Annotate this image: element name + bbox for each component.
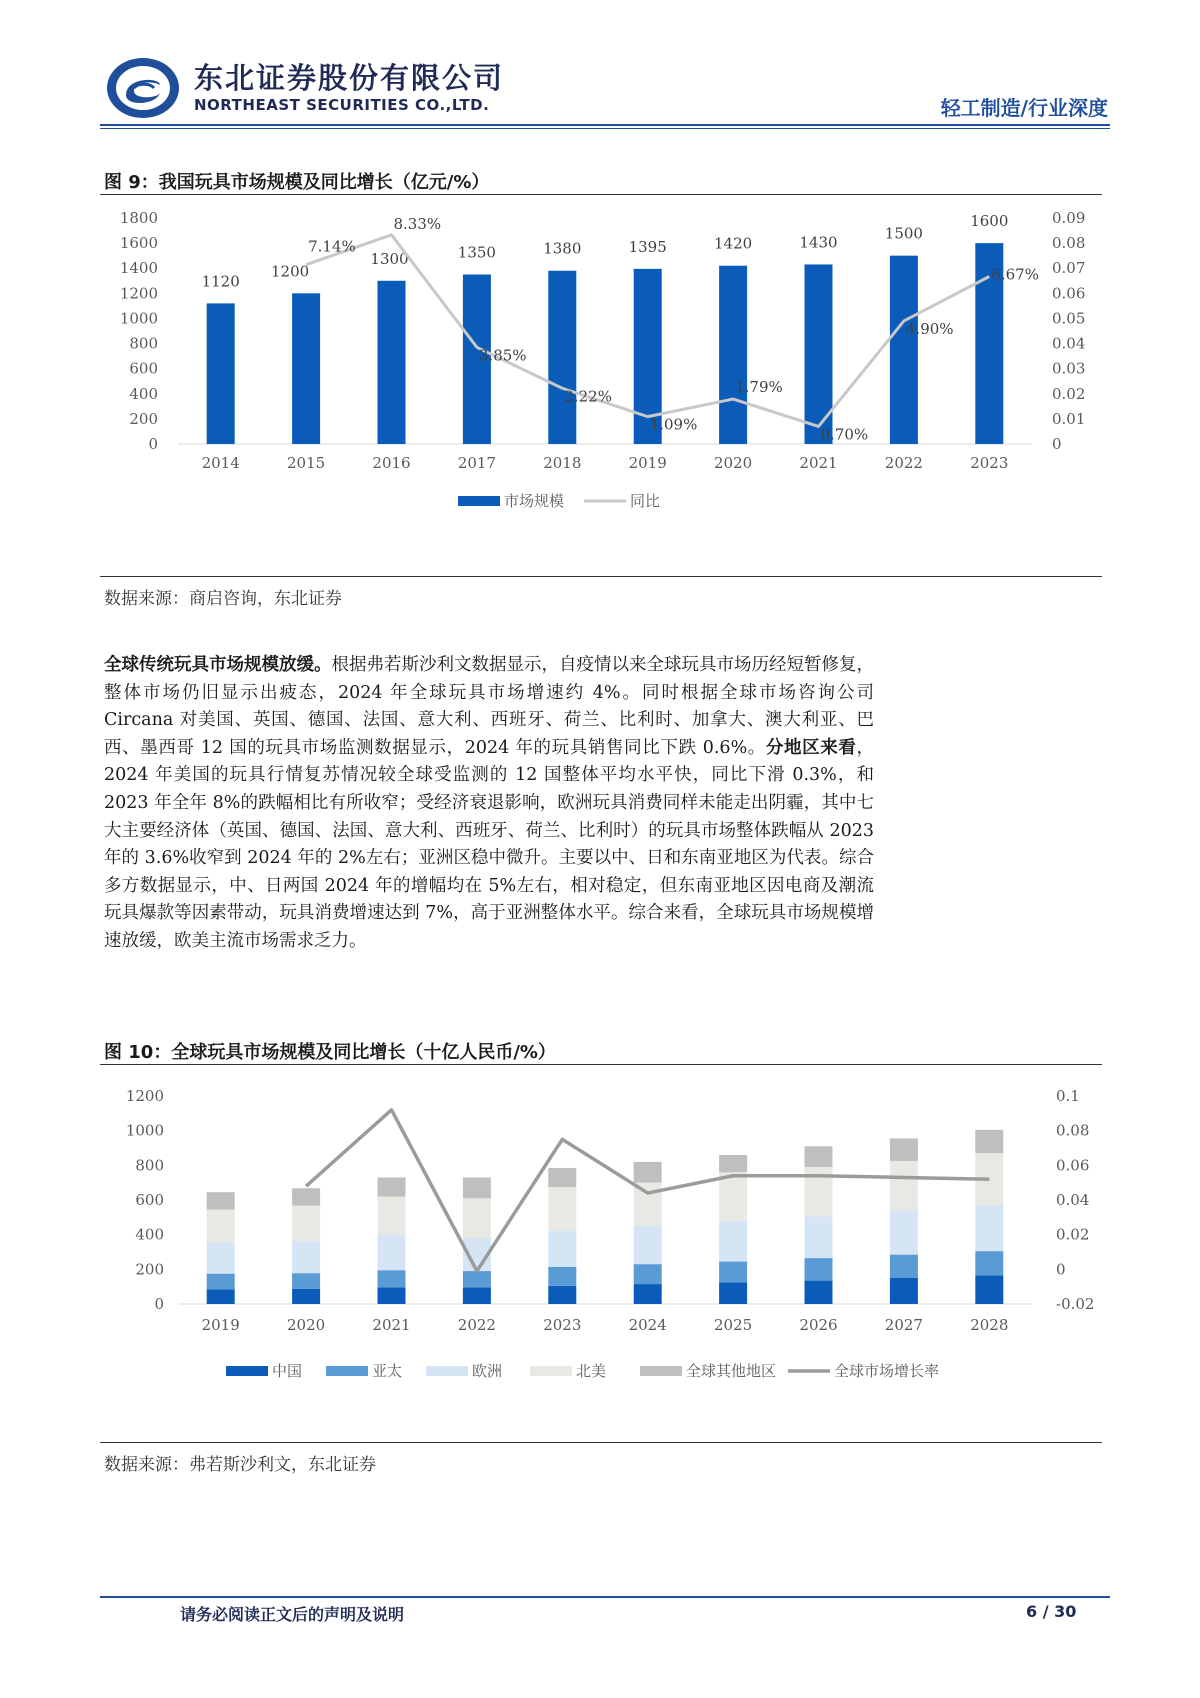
stacked-bar-segment — [378, 1270, 406, 1287]
legend-label-market-size: 市场规模 — [504, 492, 565, 510]
legend-swatch-market-size — [458, 496, 500, 506]
y-right-tick-label: -0.02 — [1056, 1295, 1095, 1313]
stacked-bar-segment — [890, 1210, 918, 1254]
figure9-chart — [100, 198, 1102, 570]
line-data-label: 1.09% — [649, 415, 698, 434]
bar-data-label: 1200 — [271, 262, 310, 281]
stacked-bar-segment — [207, 1289, 235, 1304]
x-tick-label: 2015 — [287, 454, 326, 472]
y-left-tick-label: 1000 — [119, 309, 158, 328]
y-right-tick-label: 0.02 — [1052, 384, 1086, 403]
y-right-tick-label: 0 — [1056, 1260, 1066, 1279]
figure10-top-rule — [100, 1064, 1102, 1065]
company-name-en: NORTHEAST SECURITIES CO.,LTD. — [194, 96, 490, 114]
y-right-tick-label: 0 — [1052, 435, 1062, 453]
stacked-bar-segment — [634, 1183, 662, 1226]
stacked-bar-segment — [890, 1255, 918, 1278]
y-right-tick-label: 0.06 — [1052, 284, 1086, 303]
stacked-bar-segment — [463, 1198, 491, 1238]
stacked-bar-segment — [975, 1251, 1003, 1275]
paragraph-part1: 根据弗若斯沙利文数据显示，自疫情以来全球玩具市场历经短暂修复，整体市场仍旧显示出疲态，2024 年全球玩具市场增速约 4%。同时根据全球市场咨询公司 Circana 对美国、英国、德国、法国、意大利、西班牙、荷兰、比利时、加拿大、澳大利亚、巴西、墨西哥 12 国的玩具市场监测数据显示，2024 年的玩具销售同比下跌 0.6%。 — [104, 655, 874, 758]
stacked-bar-segment — [548, 1286, 576, 1304]
y-left-tick-label: 200 — [129, 409, 158, 428]
legend-label: 亚太 — [372, 1362, 403, 1380]
line-data-label: 0.70% — [820, 425, 869, 444]
stacked-bar-segment — [805, 1216, 833, 1258]
stacked-bar-segment — [634, 1284, 662, 1304]
stacked-bar-segment — [292, 1289, 320, 1304]
stacked-bar-segment — [805, 1146, 833, 1167]
stacked-bar-segment — [975, 1205, 1003, 1251]
stacked-bar-segment — [292, 1273, 320, 1289]
legend-label: 欧洲 — [472, 1362, 503, 1380]
stacked-bar-segment — [548, 1267, 576, 1286]
x-tick-label: 2025 — [714, 1316, 753, 1334]
legend-swatch — [426, 1366, 468, 1376]
figure9-top-rule — [100, 194, 1102, 195]
stacked-bar-segment — [805, 1258, 833, 1281]
company-logo — [104, 55, 182, 121]
figure9-title: 图 9：我国玩具市场规模及同比增长（亿元/%） — [104, 172, 490, 193]
figure9-bottom-rule — [100, 576, 1102, 577]
line-data-label: 4.90% — [905, 319, 954, 338]
stacked-bar-segment — [207, 1210, 235, 1243]
legend-label: 全球市场增长率 — [834, 1362, 940, 1380]
stacked-bar-segment — [207, 1192, 235, 1209]
x-tick-label: 2023 — [970, 454, 1009, 472]
bar-data-label: 1430 — [799, 233, 838, 252]
legend-swatch — [326, 1366, 368, 1376]
stacked-bar-segment — [378, 1288, 406, 1304]
legend-label: 北美 — [576, 1362, 607, 1380]
bar-data-label: 1120 — [201, 272, 240, 291]
x-tick-label: 2019 — [628, 454, 667, 472]
stacked-bar-segment — [292, 1188, 320, 1205]
x-tick-label: 2028 — [970, 1316, 1009, 1334]
x-tick-label: 2026 — [799, 1316, 838, 1334]
bar-market-size — [719, 266, 747, 444]
bar-data-label: 1500 — [884, 224, 923, 243]
footer-rule — [100, 1596, 1110, 1598]
x-tick-label: 2021 — [799, 454, 838, 472]
paragraph-part2: ，2024 年美国的玩具行情复苏情况较全球受监测的 12 国整体平均水平快，同比下滑 0.3%，和 2023 年全年 8%的跌幅相比有所收窄；受经济衰退影响，欧洲玩具消费同样未能走出阴霾，其中七大主要经济体（英国、德国、法国、意大利、西班牙、荷兰、比利时）的玩具市场整体跌幅从 2023 年的 3.6%收窄到 2024 年的 2%左右；亚洲区稳中微升。主要以中、日和东南亚地区为代表。综合多方数据显示，中、日两国 2024 年的增幅均在 5%左右，相对稳定，但东南亚地区因电商及潮流玩具爆款等因素带动，玩具消费增速达到 7%，高于亚洲整体水平。综合来看，全球玩具市场规模增速放缓，欧美主流市场需求乏力。 — [104, 737, 874, 951]
x-tick-label: 2024 — [628, 1316, 667, 1334]
y-left-tick-label: 1800 — [119, 209, 158, 227]
x-tick-label: 2020 — [287, 1316, 326, 1334]
legend-label: 中国 — [272, 1362, 303, 1380]
y-left-tick-label: 200 — [135, 1260, 164, 1279]
bar-market-size — [548, 271, 576, 444]
x-tick-label: 2027 — [884, 1316, 923, 1334]
stacked-bar-segment — [890, 1278, 918, 1304]
x-tick-label: 2018 — [543, 454, 582, 472]
y-right-tick-label: 0.1 — [1056, 1087, 1080, 1105]
y-right-tick-label: 0.01 — [1052, 409, 1086, 428]
stacked-bar-segment — [719, 1282, 747, 1304]
figure9-source: 数据来源：商启咨询，东北证券 — [104, 589, 342, 609]
stacked-bar-segment — [207, 1242, 235, 1273]
legend-label: 全球其他地区 — [686, 1362, 777, 1380]
stacked-bar-segment — [378, 1235, 406, 1271]
bar-market-size — [890, 256, 918, 444]
y-left-tick-label: 600 — [135, 1191, 164, 1209]
stacked-bar-segment — [207, 1274, 235, 1290]
bar-market-size — [805, 264, 833, 444]
bar-data-label: 1420 — [714, 234, 753, 253]
bar-market-size — [207, 303, 235, 444]
figure10-source: 数据来源：弗若斯沙利文，东北证券 — [104, 1455, 376, 1475]
y-left-tick-label: 800 — [129, 334, 158, 353]
stacked-bar-segment — [463, 1177, 491, 1198]
y-right-tick-label: 0.09 — [1052, 209, 1086, 227]
stacked-bar-segment — [719, 1262, 747, 1283]
legend-swatch — [530, 1366, 572, 1376]
header-rule — [100, 124, 1110, 126]
figure10-title: 图 10：全球玩具市场规模及同比增长（十亿人民币/%） — [104, 1042, 556, 1063]
stacked-bar-segment — [378, 1177, 406, 1196]
line-data-label: 7.14% — [308, 237, 356, 256]
y-left-tick-label: 0 — [148, 435, 158, 453]
stacked-bar-segment — [719, 1172, 747, 1221]
bar-data-label: 1300 — [370, 249, 409, 268]
x-tick-label: 2017 — [457, 454, 496, 472]
y-left-tick-label: 400 — [129, 384, 158, 403]
y-left-tick-label: 1400 — [119, 259, 158, 278]
stacked-bar-segment — [634, 1264, 662, 1284]
x-tick-label: 2022 — [457, 1316, 496, 1334]
y-left-tick-label: 800 — [135, 1156, 164, 1175]
stacked-bar-segment — [975, 1275, 1003, 1304]
legend-label-yoy: 同比 — [630, 492, 661, 510]
y-left-tick-label: 1600 — [119, 234, 158, 253]
x-tick-label: 2023 — [543, 1316, 582, 1334]
body-paragraph — [104, 652, 874, 956]
y-right-tick-label: 0.08 — [1052, 234, 1086, 253]
stacked-bar-segment — [805, 1281, 833, 1304]
bar-data-label: 1380 — [543, 239, 582, 258]
line-data-label: 6.67% — [991, 265, 1039, 284]
stacked-bar-segment — [890, 1138, 918, 1161]
y-right-tick-label: 0.08 — [1056, 1121, 1090, 1140]
line-data-label: 3.85% — [478, 346, 527, 365]
figure10-bottom-rule — [100, 1442, 1102, 1443]
bar-data-label: 1600 — [970, 212, 1009, 231]
stacked-bar-segment — [378, 1197, 406, 1235]
y-left-tick-label: 400 — [135, 1225, 164, 1244]
line-data-label: 2.22% — [564, 387, 612, 406]
x-tick-label: 2020 — [714, 454, 753, 472]
bar-market-size — [292, 293, 320, 444]
stacked-bar-segment — [463, 1288, 491, 1304]
legend-swatch — [640, 1366, 682, 1376]
stacked-bar-segment — [719, 1221, 747, 1262]
header-rule-thin — [100, 128, 1110, 129]
stacked-bar-segment — [548, 1187, 576, 1230]
paragraph-lead: 全球传统玩具市场规模放缓。 — [104, 655, 332, 675]
stacked-bar-segment — [634, 1226, 662, 1264]
x-tick-label: 2016 — [372, 454, 411, 472]
stacked-bar-segment — [634, 1162, 662, 1183]
bar-market-size — [378, 281, 406, 444]
footer-disclaimer: 请务必阅读正文后的声明及说明 — [180, 1605, 405, 1624]
stacked-bar-segment — [548, 1168, 576, 1187]
industry-tag: 轻工制造/行业深度 — [940, 96, 1108, 120]
y-left-tick-label: 600 — [129, 359, 158, 378]
stacked-bar-segment — [719, 1155, 747, 1172]
bar-data-label: 1350 — [457, 243, 496, 262]
stacked-bar-segment — [548, 1230, 576, 1266]
y-right-tick-label: 0.06 — [1056, 1156, 1090, 1175]
line-data-label: 1.79% — [735, 378, 783, 397]
y-right-tick-label: 0.07 — [1052, 259, 1086, 278]
paragraph-subheading: 分地区来看 — [765, 737, 857, 758]
stacked-bar-segment — [292, 1241, 320, 1273]
page-number: 6 / 30 — [1026, 1602, 1077, 1621]
x-tick-label: 2022 — [884, 454, 923, 472]
figure10-chart — [100, 1078, 1102, 1422]
y-left-tick-label: 1200 — [119, 284, 158, 303]
y-left-tick-label: 1000 — [125, 1121, 164, 1140]
y-right-tick-label: 0.03 — [1052, 359, 1086, 378]
stacked-bar-segment — [463, 1271, 491, 1287]
x-tick-label: 2021 — [372, 1316, 411, 1334]
stacked-bar-segment — [292, 1206, 320, 1242]
x-tick-label: 2019 — [201, 1316, 240, 1334]
x-tick-label: 2014 — [201, 454, 240, 472]
y-left-tick-label: 0 — [154, 1295, 164, 1313]
line-data-label: 8.33% — [393, 214, 442, 233]
y-left-tick-label: 1200 — [125, 1087, 164, 1105]
y-right-tick-label: 0.04 — [1056, 1191, 1090, 1209]
stacked-bar-segment — [890, 1161, 918, 1210]
bar-data-label: 1395 — [628, 237, 667, 256]
stacked-bar-segment — [975, 1130, 1003, 1153]
y-right-tick-label: 0.02 — [1056, 1225, 1090, 1244]
y-right-tick-label: 0.05 — [1052, 309, 1086, 328]
legend-swatch — [226, 1366, 268, 1376]
y-right-tick-label: 0.04 — [1052, 334, 1086, 353]
company-name-cn: 东北证券股份有限公司 — [194, 61, 505, 95]
